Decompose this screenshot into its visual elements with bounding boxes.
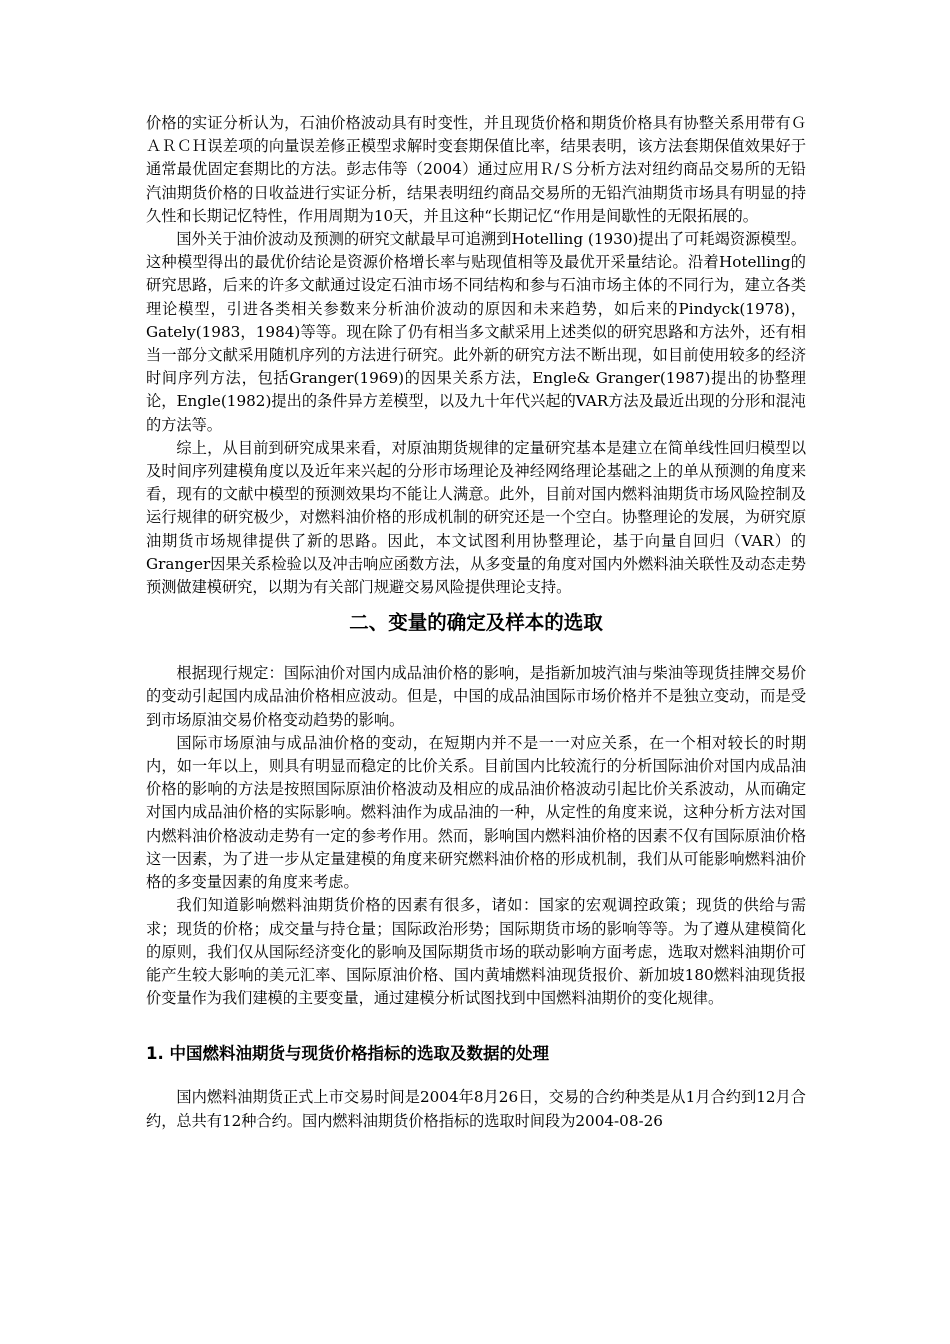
subsection-1-heading: 1. 中国燃料油期货与现货价格指标的选取及数据的处理: [146, 1044, 549, 1064]
paragraph-regulation: 根据现行规定：国际油价对国内成品油价格的影响，是指新加坡汽油与柴油等现货挂牌交易价的变动引起国内成品油价格相应波动。但是，中国的成品油国际市场价格并不是独立变动，而是受到市场原油交易价格变动趋势的影响。: [146, 664, 806, 729]
paragraph-foreign-research: 国外关于油价波动及预测的研究文献最早可追溯到Hotelling (1930)提出了可耗竭资源模型。这种模型得出的最优价结论是资源价格增长率与贴现值相等及最优开采量结论。沿着Hotelling的研究思路，后来的许多文献通过设定石油市场不同结构和参与石油市场主体的不同行为，建立各类理论模型，引进各类相关参数来分析油价波动的原因和未来趋势，如后来的Pindyck(1978)，Gately(1983，1984)等等。现在除了仍有相当多文献采用上述类似的研究思路和方法外，还有相当一部分文献采用随机序列的方法进行研究。此外新的研究方法不断出现，如目前使用较多的经济时间序列方法，包括Granger(1969)的因果关系方法，Engle& Granger(1987)提出的协整理论，Engle(1982)提出的条件异方差模型，以及九十年代兴起的VAR方法及最近出现的分形和混沌的方法等。: [146, 230, 806, 434]
paragraph-summary: 综上，从目前到研究成果来看，对原油期货规律的定量研究基本是建立在简单线性回归模型以及时间序列建模角度以及近年来兴起的分形市场理论及神经网络理论基础之上的单从预测的角度来看，现有的文献中模型的预测效果均不能让人满意。此外，目前对国内燃料油期货市场风险控制及运行规律的研究极少，对燃料油价格的形成机制的研究还是一个空白。协整理论的发展，为研究原油期货市场规律提供了新的思路。因此，本文试图利用协整理论，基于向量自回归（VAR）的Granger因果关系检验以及冲击响应函数方法，从多变量的角度对国内外燃料油关联性及动态走势预测做建模研究，以期为有关部门规避交易风险提供理论支持。: [146, 438, 806, 597]
document-body: [146, 112, 806, 1133]
paragraph-price-relation: 国际市场原油与成品油价格的变动，在短期内并不是一一对应关系，在一个相对较长的时期内，如一年以上，则具有明显而稳定的比价关系。目前国内比较流行的分析国际油价对国内成品油价格的影响的方法是按照国际原油价格波动及相应的成品油价格波动引起比价关系波动，从而确定对国内成品油价格的实际影响。燃料油作为成品油的一种，从定性的角度来说，这种分析方法对国内燃料油价格波动走势有一定的参考作用。然而，影响国内燃料油价格的因素不仅有国际原油价格这一因素，为了进一步从定量建模的角度来研究燃料油价格的形成机制，我们从可能影响燃料油价格的多变量因素的角度来考虑。: [146, 733, 806, 892]
paragraph-futures-listing: 国内燃料油期货正式上市交易时间是2004年8月26日，交易的合约种类是从1月合约到12月合约，总共有12种合约。国内燃料油期货价格指标的选取时间段为2004-08-26: [146, 1088, 806, 1130]
paragraph-intro-continued: 价格的实证分析认为，石油价格波动具有时变性，并且现货价格和期货价格具有协整关系用带有ＧＡＲＣＨ误差项的向量误差修正模型求解时变套期保值比率，结果表明，该方法套期保值效果好于通常最优固定套期比的方法。彭志伟等（2004）通过应用Ｒ/Ｓ分析方法对纽约商品交易所的无铅汽油期货价格的日收益进行实证分析，结果表明纽约商品交易所的无铅汽油期货市场具有明显的持久性和长期记忆特性，作用周期为10天，并且这种“长期记忆“作用是间歇性的无限拓展的。: [146, 114, 806, 225]
section-2-heading: 二、变量的确定及样本的选取: [349, 611, 603, 635]
paragraph-factors: 我们知道影响燃料油期货价格的因素有很多，诸如：国家的宏观调控政策；现货的供给与需求；现货的价格；成交量与持仓量；国际政治形势；国际期货市场的影响等等。为了遵从建模简化的原则，我们仅从国际经济变化的影响及国际期货市场的联动影响方面考虑，选取对燃料油期价可能产生较大影响的美元汇率、国际原油价格、国内黄埔燃料油现货报价、新加坡180燃料油现货报价变量作为我们建模的主要变量，通过建模分析试图找到中国燃料油期价的变化规律。: [146, 896, 806, 1008]
